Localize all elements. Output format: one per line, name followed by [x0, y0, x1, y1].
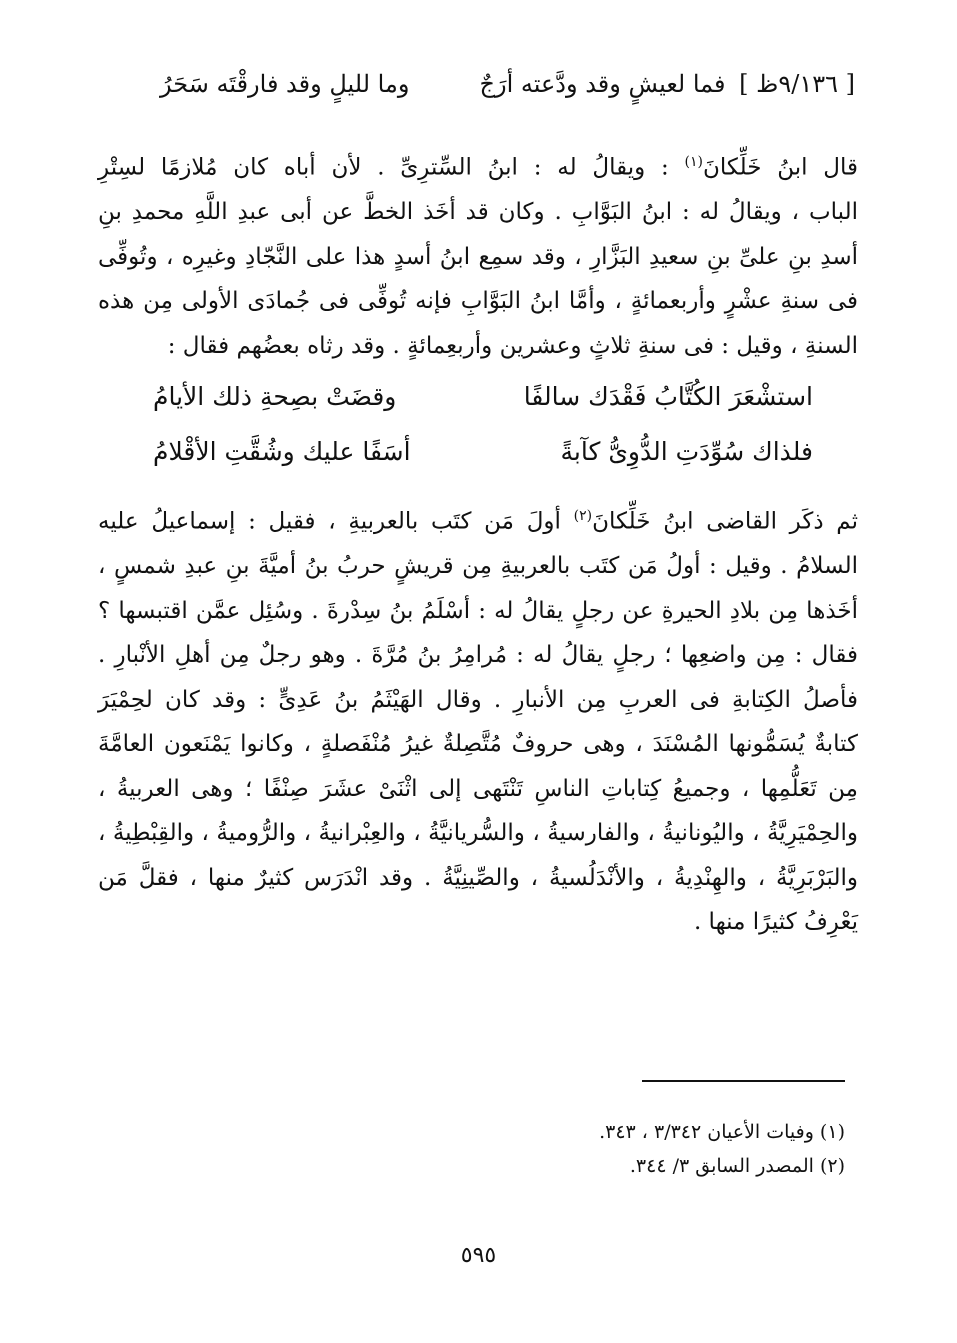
poem-line — [98, 376, 858, 431]
elegy-poem — [98, 376, 858, 486]
paragraph-2-line: والحِمْيَرِيَّةُ ، واليُونانيةُ ، والفارسيةُ ، والسُّريانيَّةُ ، والعِبْرانيةُ ، والرُّوميةُ ، والقِبْطِيةُ ، — [98, 820, 858, 847]
line-1-start: قال ابنُ خَلِّكانَ — [703, 154, 858, 181]
paragraph-2 — [98, 494, 858, 945]
poem-line — [98, 431, 858, 486]
poem-hemistich-right: فلذاك سُوِّدَتِ الدُّوِىُّ كآبةً — [560, 437, 813, 467]
footnote-ref-1: (١) — [684, 154, 703, 170]
verse-hemistich-left: وما لليلٍ وقد فارقْتَه سَحَرُ — [160, 70, 410, 98]
footnote-divider — [642, 1080, 845, 1082]
paragraph-1 — [98, 140, 858, 368]
verse-hemistich-right — [479, 70, 855, 98]
footnote-1: (١) وفيات الأعيان ٣/٣٤٢ ، ٣٤٣. — [599, 1121, 845, 1143]
paragraph-1-line-5: السنةِ ، وقيل : فى سنةِ ثلاثٍ وعشرين وأربعِمائةٍ . وقد رثاه بعضُهم فقال : — [167, 332, 858, 359]
p2-line-1-start: ثم ذكَر القاضى ابنُ خَلِّكانَ — [592, 508, 858, 535]
poem-hemistich-left: أسَفًا عليك وشُقَّتِ الأقْلامُ — [153, 437, 411, 467]
line-1-rest: : ويقالُ له : ابنُ السِّترِىِّ . لأن أباه كان مُلازمًا لسِتْرِ — [98, 154, 685, 181]
footnote-2: (٢) المصدر السابق ٣/ ٣٤٤. — [629, 1155, 845, 1177]
paragraph-2-line: كتابةٌ يُسَمُّونها المُسْنَدَ ، وهى حروفٌ مُتَّصِلةٌ غيرُ مُنْفَصلةٍ ، وكانوا يَمْنَعون العامَّةَ — [98, 731, 858, 758]
folio-marker: [ ٩/١٣٦ظ ] — [739, 70, 855, 98]
paragraph-2-line: مِن تَعَلُّمِها ، وجميعُ كِتاباتِ الناسِ تَنْتَهى إلى اثْنَىْ عشَرَ صِنْفًا ؛ وهى العربيةُ ، — [98, 775, 858, 802]
paragraph-2-line: أخَذها مِن بلادِ الحيرةِ عن رجلٍ يقالُ له : أسْلَمُ بنُ سِدْرةَ . وسُئِل عمَّن اقتبسها ؟ — [98, 597, 858, 624]
paragraph-1-line-1 — [98, 140, 858, 190]
paragraph-2-line-1 — [98, 494, 858, 544]
paragraph-1-line-3: أسدِ بنِ علىِّ بنِ سعيدِ البَزَّارِ ، وقد سمِع ابنُ أسدٍ هذا على النَّجّادِ وغيرِه ، وتُوفِّى — [98, 243, 858, 270]
footnotes — [245, 1115, 845, 1183]
paragraph-1-line-2: الباب ، ويقالُ له : ابنُ البَوَّابِ . وكان قد أخَذ الخطَّ عن أبى عبدِ اللَّهِ محمدِ بنِ — [98, 199, 858, 226]
footnote-ref-2: (٢) — [573, 508, 593, 525]
body-text — [98, 140, 858, 945]
paragraph-1-line-4: فى سنةِ عشْرٍ وأربعمائةٍ ، وأمَّا ابنُ البَوَّابِ فإنه تُوفِّى فى جُمادَى الأولى مِن هذه — [98, 288, 858, 315]
paragraph-2-line: فقال : مِن واضعِها ؛ رجلٍ يقالُ له : مُرامِرُ بنُ مُرَّةَ . وهو رجلٌ مِن أهلِ الأنْبارِ . — [98, 642, 858, 669]
poem-hemistich-right: استشْعَرَ الكُتَّابُ فَقْدَك سالفًا — [523, 382, 813, 412]
paragraph-2-line: السلامُ . وقيل : أولُ مَن كتَب بالعربيةِ مِن قريشٍ حربُ بنُ أميَّةَ بنِ عبدِ شمسٍ ، — [98, 553, 858, 580]
poem-hemistich-left: وقضَتْ بصِحةِ ذلك الأيامُ — [153, 382, 397, 412]
paragraph-2-line: فأصلُ الكِتابةِ فى العربِ مِن الأنبارِ . وقال الهَيْثَمُ بنُ عَدِىٍّ : وقد كان لحِمْيَرَ — [98, 686, 858, 713]
p2-line-1-rest: أولَ مَن كتَب بالعربيةِ ، فقيل : إسماعيلُ عليه — [98, 508, 574, 535]
paragraph-2-line: يَعْرِفُ كثيرًا منها . — [693, 909, 858, 936]
page-number: ٥٩٥ — [460, 1243, 497, 1268]
paragraph-2-line: والبَرْبَرِيَّةُ ، والهِنْدِيةُ ، والأنْدَلُسيةُ ، والصِّينِيَّةُ . وقد انْدَرَس كثيرٌ منها ، فقلَّ مَن — [98, 864, 858, 891]
top-verse — [100, 70, 855, 116]
hemistich-right-text: فما لعيشٍ وقد ودَّعته أرَجٌ — [479, 70, 726, 98]
